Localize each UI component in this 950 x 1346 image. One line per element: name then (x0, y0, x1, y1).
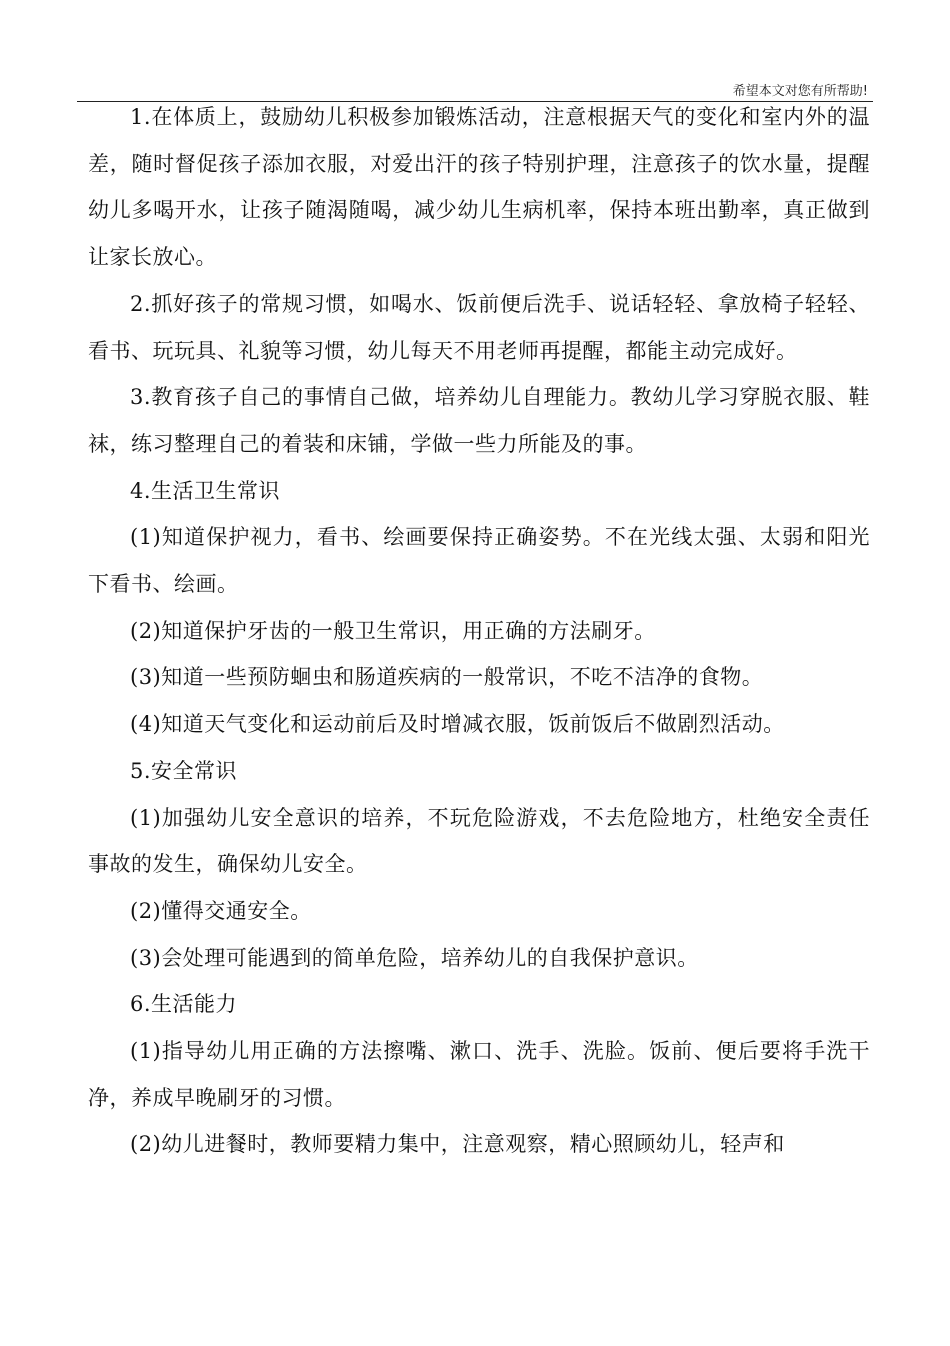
paragraph-safety-3: (3)会处理可能遇到的简单危险，培养幼儿的自我保护意识。 (130, 945, 699, 970)
paragraph-hygiene-1: (1)知道保护视力，看书、绘画要保持正确姿势。不在光线太强、太弱和阳光下看书、绘画。 (88, 525, 870, 597)
paragraph-safety-1: (1)加强幼儿安全意识的培养，不玩危险游戏，不去危险地方，杜绝安全责任事故的发生，确保幼儿安全。 (88, 805, 870, 877)
document-body (88, 94, 870, 1168)
section-heading-safety: 5.安全常识 (130, 758, 238, 783)
paragraph-safety-2: (2)懂得交通安全。 (130, 898, 312, 923)
header-note: 希望本文对您有所帮助! (732, 84, 868, 99)
paragraph-1: 1.在体质上，鼓励幼儿积极参加锻炼活动，注意根据天气的变化和室内外的温差，随时督促孩子添加衣服，对爱出汗的孩子特别护理，注意孩子的饮水量，提醒幼儿多喝开水，让孩子随渴随喝，减少幼儿生病机率，保持本班出勤率，真正做到让家长放心。 (88, 105, 870, 270)
paragraph-3: 3.教育孩子自己的事情自己做，培养幼儿自理能力。教幼儿学习穿脱衣服、鞋袜，练习整理自己的着装和床铺，学做一些力所能及的事。 (88, 385, 870, 456)
paragraph-living-skills-1: (1)指导幼儿用正确的方法擦嘴、漱口、洗手、洗脸。饭前、便后要将手洗干净，养成早晚刷牙的习惯。 (88, 1039, 870, 1110)
paragraph-2: 2.抓好孩子的常规习惯，如喝水、饭前便后洗手、说话轻轻、拿放椅子轻轻、看书、玩玩具、礼貌等习惯，幼儿每天不用老师再提醒，都能主动完成好。 (88, 291, 870, 363)
section-heading-living-skills: 6.生活能力 (130, 992, 238, 1017)
paragraph-living-skills-2: (2)幼儿进餐时，教师要精力集中，注意观察，精心照顾幼儿，轻声和 (130, 1132, 785, 1157)
paragraph-hygiene-3: (3)知道一些预防蛔虫和肠道疾病的一般常识，不吃不洁净的食物。 (130, 665, 764, 690)
section-heading-hygiene: 4.生活卫生常识 (130, 478, 281, 503)
paragraph-hygiene-2: (2)知道保护牙齿的一般卫生常识，用正确的方法刷牙。 (130, 618, 656, 643)
paragraph-hygiene-4: (4)知道天气变化和运动前后及时增减衣服，饭前饭后不做剧烈活动。 (130, 712, 785, 737)
